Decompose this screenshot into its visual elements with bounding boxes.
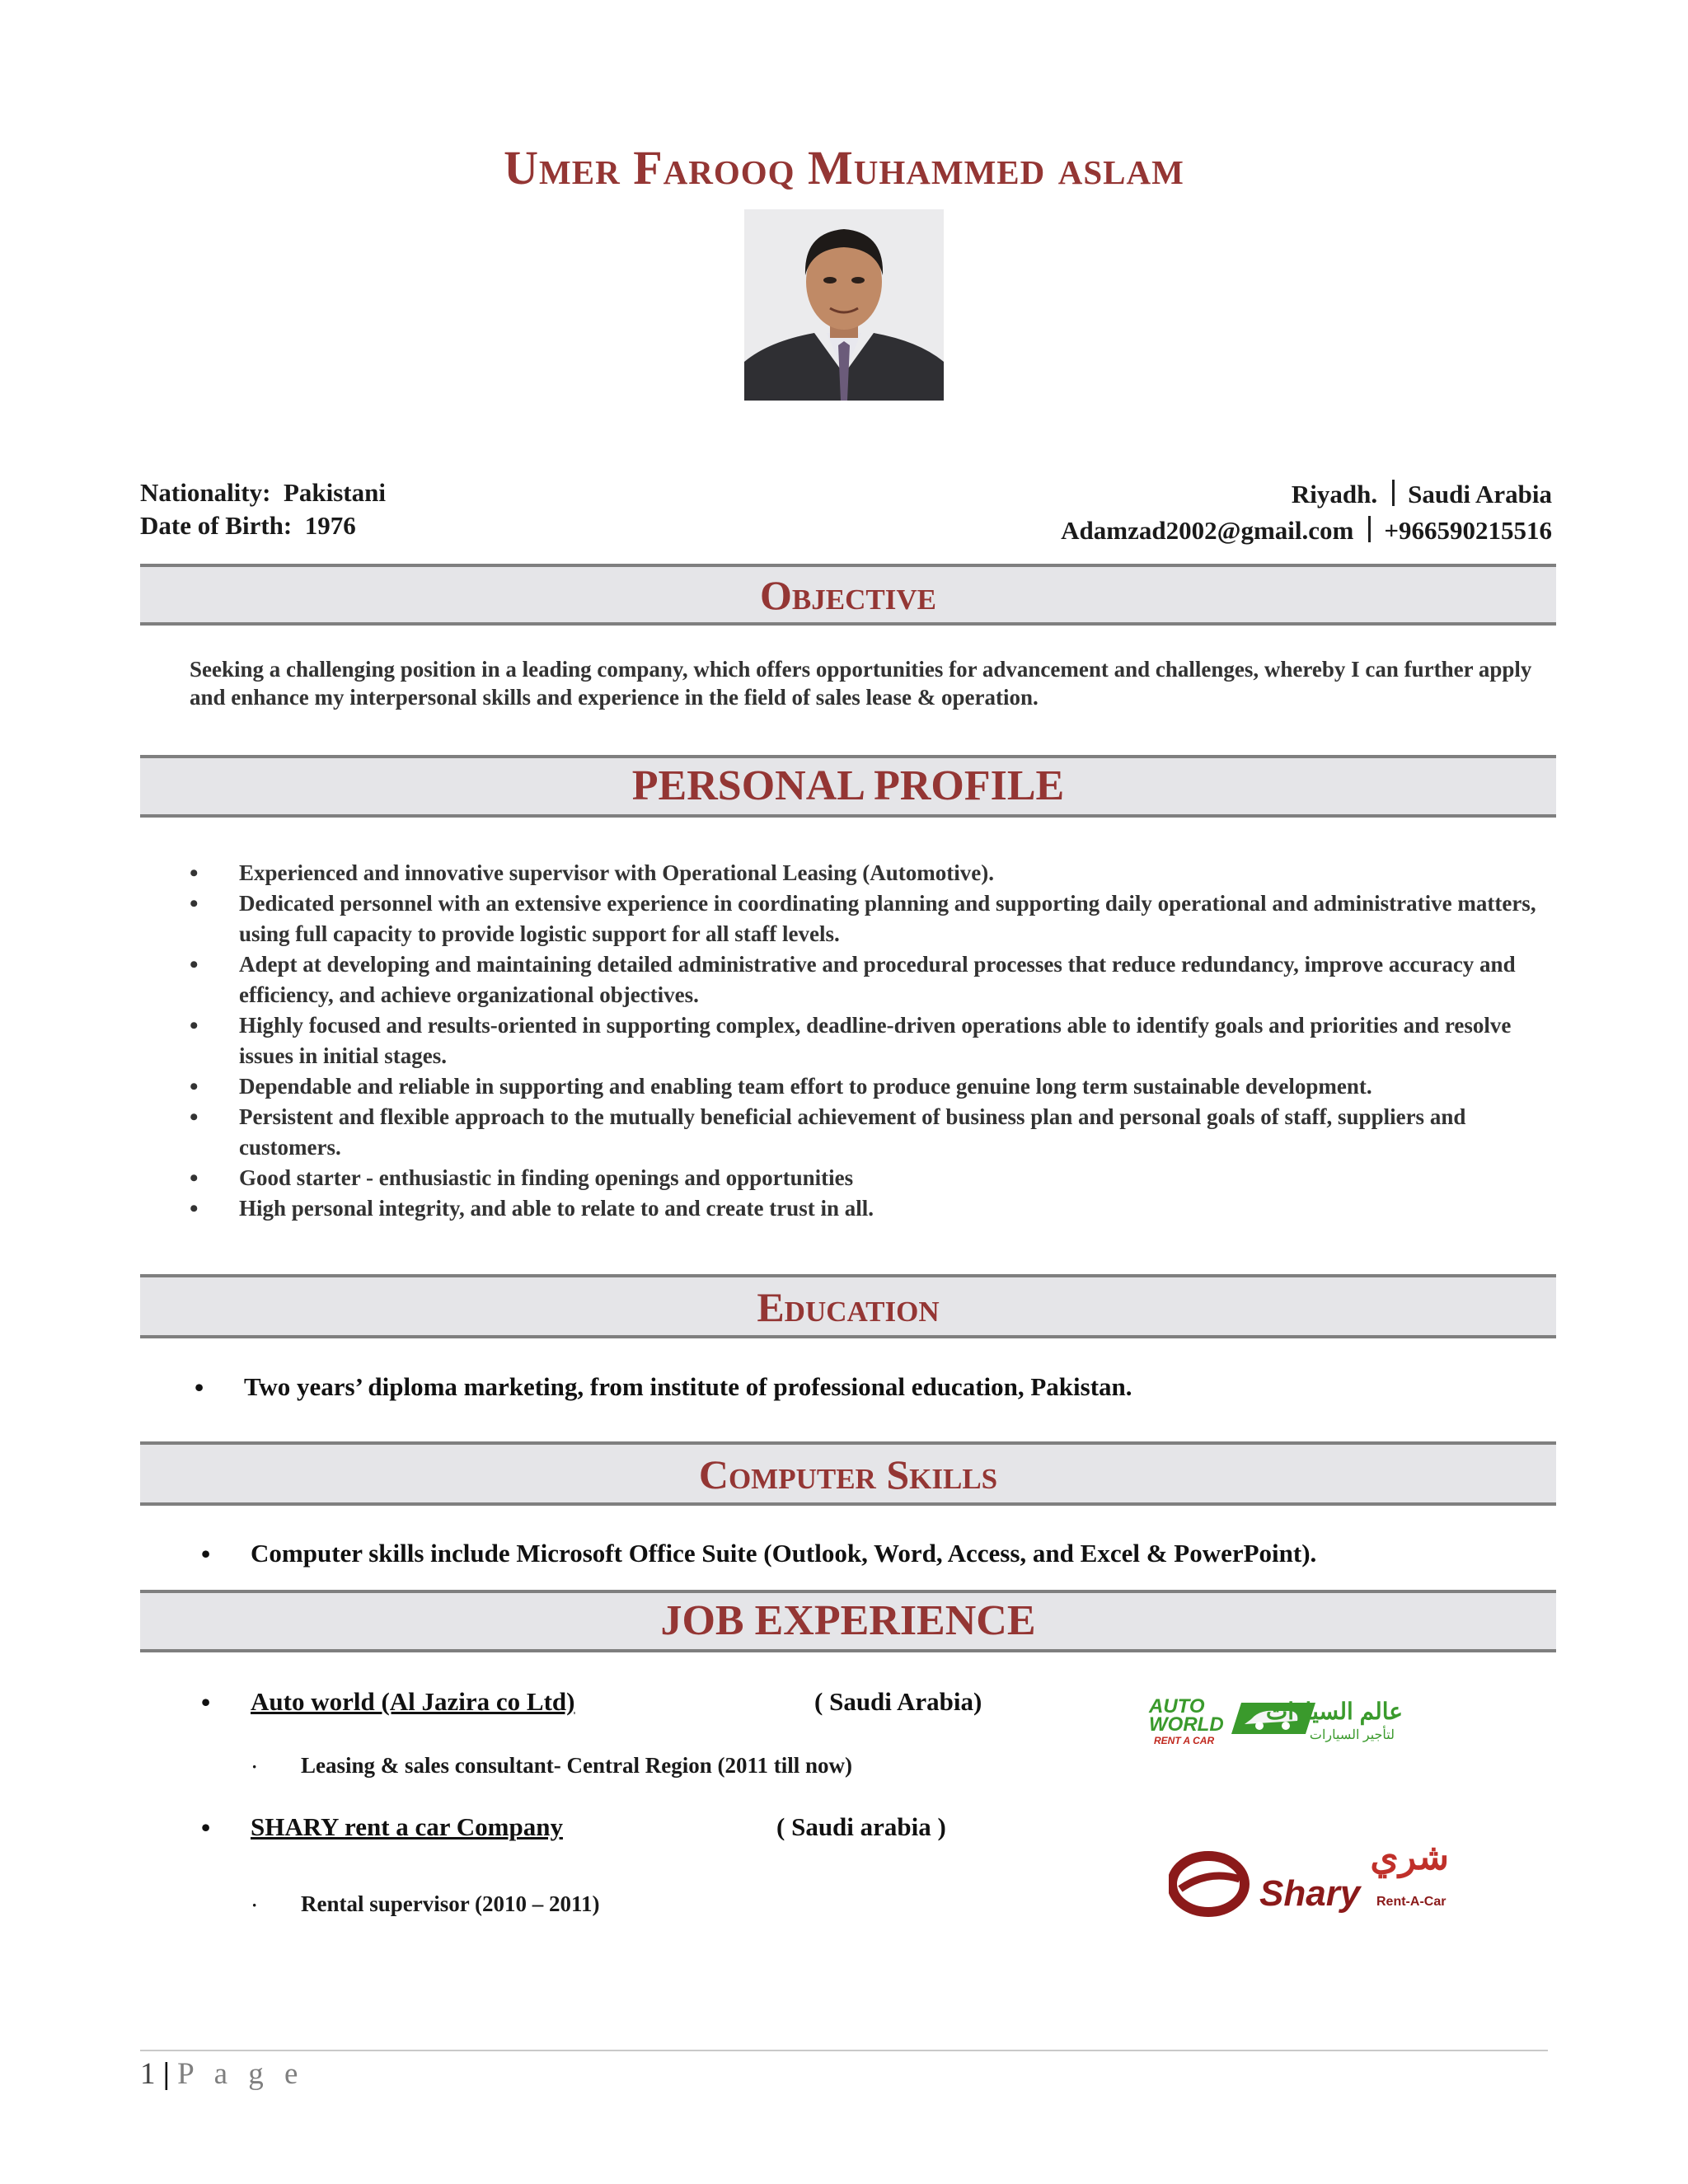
job-company: Auto world (Al Jazira co Ltd) xyxy=(251,1687,575,1716)
page-number: 1 xyxy=(140,2057,156,2091)
footer-bar: | xyxy=(162,2057,170,2091)
phone: +966590215516 xyxy=(1384,516,1552,545)
country: Saudi Arabia xyxy=(1408,480,1552,509)
section-computer-skills: Computer Skills xyxy=(140,1441,1556,1506)
computer-skills-item xyxy=(196,1539,1548,1568)
autoworld-arabic1: عالم السيارات xyxy=(1265,1699,1403,1724)
shary-logo xyxy=(1169,1836,1465,1919)
computer-skills-text: Computer skills include Microsoft Office Suite (Outlook, Word, Access, and Excel & PowerPoint). xyxy=(251,1539,1317,1568)
nationality-label: Nationality: xyxy=(140,478,271,507)
autoworld-line1: AUTO xyxy=(1149,1695,1205,1718)
shary-name: Shary xyxy=(1259,1873,1361,1914)
list-item: • Experienced and innovative supervisor with Operational Leasing (Automotive). xyxy=(190,858,1541,888)
job-role-line xyxy=(251,1753,853,1779)
section-education: Education xyxy=(140,1274,1556,1338)
candidate-name: Umer Farooq Muhammed aslam xyxy=(504,141,1184,194)
sub-bullet: · xyxy=(251,1756,258,1777)
autoworld-arabic2: لتأجير السيارات xyxy=(1309,1728,1395,1742)
bullet: • xyxy=(201,1812,211,1842)
job-location: ( Saudi arabia ) xyxy=(776,1812,946,1841)
page-footer xyxy=(140,2056,304,2092)
job-location: ( Saudi Arabia) xyxy=(814,1687,982,1716)
personal-info-left xyxy=(140,476,386,542)
section-objective: Objective xyxy=(140,564,1556,626)
sub-bullet: · xyxy=(251,1895,258,1915)
list-item: • Highly focused and results-oriented in supporting complex, deadline-driven operations able to identify goals and priorities and resolve issues in initial stages. xyxy=(190,1010,1541,1071)
footer-divider xyxy=(140,2050,1548,2051)
bullet: • xyxy=(195,1372,204,1402)
education-text: Two years’ diploma marketing, from institute of professional education, Pakistan. xyxy=(244,1372,1132,1401)
profile-list xyxy=(190,858,1541,1224)
list-item: • Dedicated personnel with an extensive experience in coordinating planning and supporting daily operational and administrative matters, using full capacity to provide logistic support for all staff levels. xyxy=(190,888,1541,949)
page-word: P a g e xyxy=(177,2057,305,2091)
dob-label: Date of Birth: xyxy=(140,511,293,540)
nationality-value: Pakistani xyxy=(283,478,386,507)
section-personal-profile: PERSONAL PROFILE xyxy=(140,755,1556,818)
autoworld-line2: WORLD xyxy=(1149,1713,1224,1736)
nationality-line xyxy=(140,476,386,509)
city: Riyadh. xyxy=(1291,480,1378,509)
dob-line xyxy=(140,509,386,542)
contact-info-right xyxy=(810,476,1552,549)
location-line xyxy=(810,476,1552,513)
education-item xyxy=(190,1372,1541,1402)
list-item: • Persistent and flexible approach to the mutually beneficial achievement of business plan and personal goals of staff, suppliers and customers. xyxy=(190,1102,1541,1163)
contact-line xyxy=(810,513,1552,549)
autoworld-logo xyxy=(1144,1691,1409,1750)
email[interactable]: Adamzad2002@gmail.com xyxy=(1061,516,1354,545)
job-role: Rental supervisor (2010 – 2011) xyxy=(301,1891,600,1916)
shary-arabic: شري xyxy=(1370,1837,1449,1877)
shary-tag: Rent-A-Car xyxy=(1376,1895,1447,1909)
list-item: • Adept at developing and maintaining detailed administrative and procedural processes that reduce redundancy, improve accuracy and efficiency, and achieve organizational objectives. xyxy=(190,949,1541,1010)
separator xyxy=(1392,480,1395,506)
job-role: Leasing & sales consultant- Central Region (2011 till now) xyxy=(301,1753,853,1778)
bullet: • xyxy=(201,1539,211,1568)
objective-text: Seeking a challenging position in a leading company, which offers opportunities for advancement and challenges, whereby I can further apply and enhance my interpersonal skills and experience in the field of sales lease & operation. xyxy=(190,657,1532,710)
list-item: • Good starter - enthusiastic in finding openings and opportunities xyxy=(190,1163,1541,1193)
list-item: • Dependable and reliable in supporting and enabling team effort to produce genuine long term sustainable development. xyxy=(190,1071,1541,1102)
list-item: • High personal integrity, and able to relate to and create trust in all. xyxy=(190,1193,1541,1224)
job-role-line xyxy=(251,1891,600,1917)
autoworld-line3: RENT A CAR xyxy=(1154,1735,1215,1746)
job-company: SHARY rent a car Company xyxy=(251,1812,563,1841)
separator xyxy=(1368,516,1371,542)
section-job-experience: JOB EXPERIENCE xyxy=(140,1590,1556,1652)
dob-value: 1976 xyxy=(304,511,356,540)
bullet: • xyxy=(201,1687,211,1717)
profile-photo xyxy=(744,209,944,401)
